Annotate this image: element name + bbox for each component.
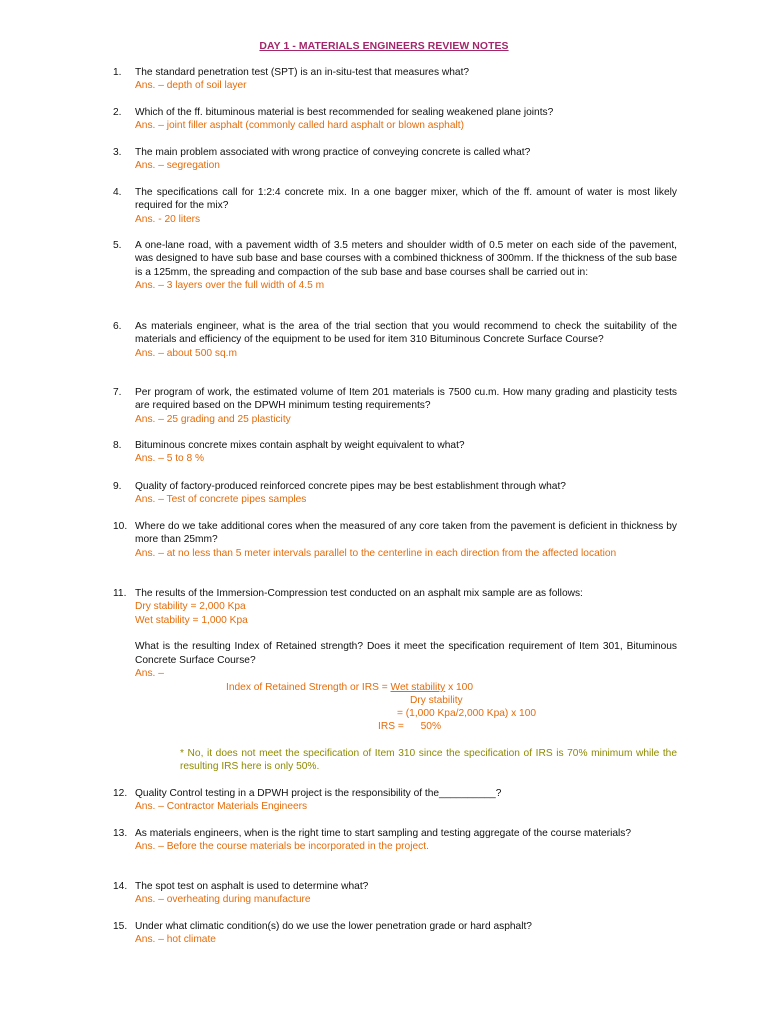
question-9 [113, 480, 677, 507]
irs-result-value: 50% [420, 721, 441, 732]
question-4 [113, 186, 677, 226]
question-text: The spot test on asphalt is used to determine what? [135, 881, 369, 892]
answer-text: Ans. – segregation [135, 160, 220, 172]
question-number: 6. [113, 321, 122, 332]
document-title: DAY 1 - MATERIALS ENGINEERS REVIEW NOTES [259, 41, 509, 52]
question-followup: What is the resulting Index of Retained strength? Does it meet the specification requirement of Item 301, Bituminous Concrete Surface Course? [135, 641, 677, 666]
answer-text: Ans. – Test of concrete pipes samples [135, 494, 307, 506]
question-number: 14. [113, 881, 128, 892]
irs-result [378, 720, 441, 733]
question-text: Quality Control testing in a DPWH project is the responsibility of the__________? [135, 788, 502, 799]
question-number: 15. [113, 921, 128, 932]
question-text: The main problem associated with wrong practice of conveying concrete is called what? [135, 147, 531, 158]
question-number: 1. [113, 67, 122, 78]
question-14 [113, 880, 677, 907]
question-text: Which of the ff. bituminous material is best recommended for sealing weakened plane joints? [135, 107, 554, 118]
irs-formula-numerator: Wet stability [390, 682, 446, 693]
question-number: 5. [113, 240, 122, 251]
question-1 [113, 66, 677, 93]
irs-formula [226, 681, 473, 694]
irs-note: * No, it does not meet the specification of Item 310 since the specification of IRS is 70% minimum while the resulting IRS here is only 50%. [180, 748, 677, 773]
question-text: As materials engineer, what is the area of the trial section that you would recommend to check the suitability of the materials and efficiency of the equipment to be used for item 310 Bituminous Concrete Surface Course? [135, 321, 677, 346]
question-5 [113, 239, 677, 293]
answer-text: Ans. – [135, 668, 164, 680]
irs-formula-multiplier: x 100 [445, 682, 474, 693]
irs-formula-denominator: Dry stability [410, 695, 463, 706]
question-number: 4. [113, 187, 122, 198]
answer-text: Ans. – joint filler asphalt (commonly called hard asphalt or blown asphalt) [135, 120, 464, 132]
question-11 [113, 587, 677, 777]
question-number: 10. [113, 521, 128, 532]
question-text: A one-lane road, with a pavement width of 3.5 meters and shoulder width of 0.5 meter on each side of the pavement, was designed to have sub base and base courses with a combined thickness of 300mm. If the thickness of the sub base is a 125mm, the spreading and compaction of the sub base and base courses shall be carried out in: [135, 240, 677, 278]
question-number: 8. [113, 440, 122, 451]
question-10 [113, 520, 677, 560]
question-number: 3. [113, 147, 122, 158]
answer-text: Ans. – at no less than 5 meter intervals parallel to the centerline in each direction from the affected location [135, 547, 617, 559]
answer-text: Ans. – about 500 sq.m [135, 347, 237, 359]
question-number: 13. [113, 828, 128, 839]
question-text: Quality of factory-produced reinforced concrete pipes may be best establishment through what? [135, 481, 566, 492]
question-text: The results of the Immersion-Compression test conducted on an asphalt mix sample are as follows: [135, 588, 583, 599]
answer-text: Ans. – 25 grading and 25 plasticity [135, 413, 291, 425]
dry-stability: Dry stability = 2,000 Kpa [135, 601, 246, 613]
question-text: Bituminous concrete mixes contain asphalt by weight equivalent to what? [135, 440, 465, 451]
answer-text: Ans. – Before the course materials be incorporated in the project. [135, 841, 429, 853]
question-text: The specifications call for 1:2:4 concrete mix. In a one bagger mixer, which of the ff. amount of water is most likely required for the mix? [135, 187, 677, 212]
question-number: 9. [113, 481, 122, 492]
question-number: 2. [113, 107, 122, 118]
question-13 [113, 827, 677, 854]
answer-text: Ans. – depth of soil layer [135, 80, 247, 92]
answer-text: Ans. – Contractor Materials Engineers [135, 801, 308, 813]
question-7 [113, 386, 677, 426]
question-number: 7. [113, 387, 122, 398]
answer-text: Ans. - 20 liters [135, 213, 201, 225]
question-15 [113, 920, 677, 947]
question-2 [113, 106, 677, 133]
irs-result-label: IRS = [378, 721, 404, 732]
irs-formula-label: Index of Retained Strength or IRS = [226, 682, 391, 693]
irs-calculation: = (1,000 Kpa/2,000 Kpa) x 100 [397, 708, 537, 719]
question-3 [113, 146, 677, 173]
question-text: The standard penetration test (SPT) is an in-situ-test that measures what? [135, 67, 470, 78]
wet-stability: Wet stability = 1,000 Kpa [135, 614, 248, 626]
question-text: Where do we take additional cores when the measured of any core taken from the pavement is deficient in thickness by more than 25mm? [135, 521, 677, 546]
question-number: 11. [113, 588, 127, 599]
answer-text: Ans. – 5 to 8 % [135, 453, 205, 465]
question-12 [113, 787, 677, 814]
question-text: As materials engineers, when is the right time to start sampling and testing aggregate of the course materials? [135, 828, 632, 839]
question-text: Under what climatic condition(s) do we use the lower penetration grade or hard asphalt? [135, 921, 532, 932]
question-6 [113, 320, 677, 360]
answer-text: Ans. – hot climate [135, 934, 216, 946]
question-8 [113, 439, 677, 466]
answer-text: Ans. – overheating during manufacture [135, 894, 311, 906]
answer-text: Ans. – 3 layers over the full width of 4.5 m [135, 280, 325, 292]
question-text: Per program of work, the estimated volume of Item 201 materials is 7500 cu.m. How many grading and plasticity tests are required based on the DPWH minimum testing requirements? [135, 387, 677, 412]
question-number: 12. [113, 788, 128, 799]
